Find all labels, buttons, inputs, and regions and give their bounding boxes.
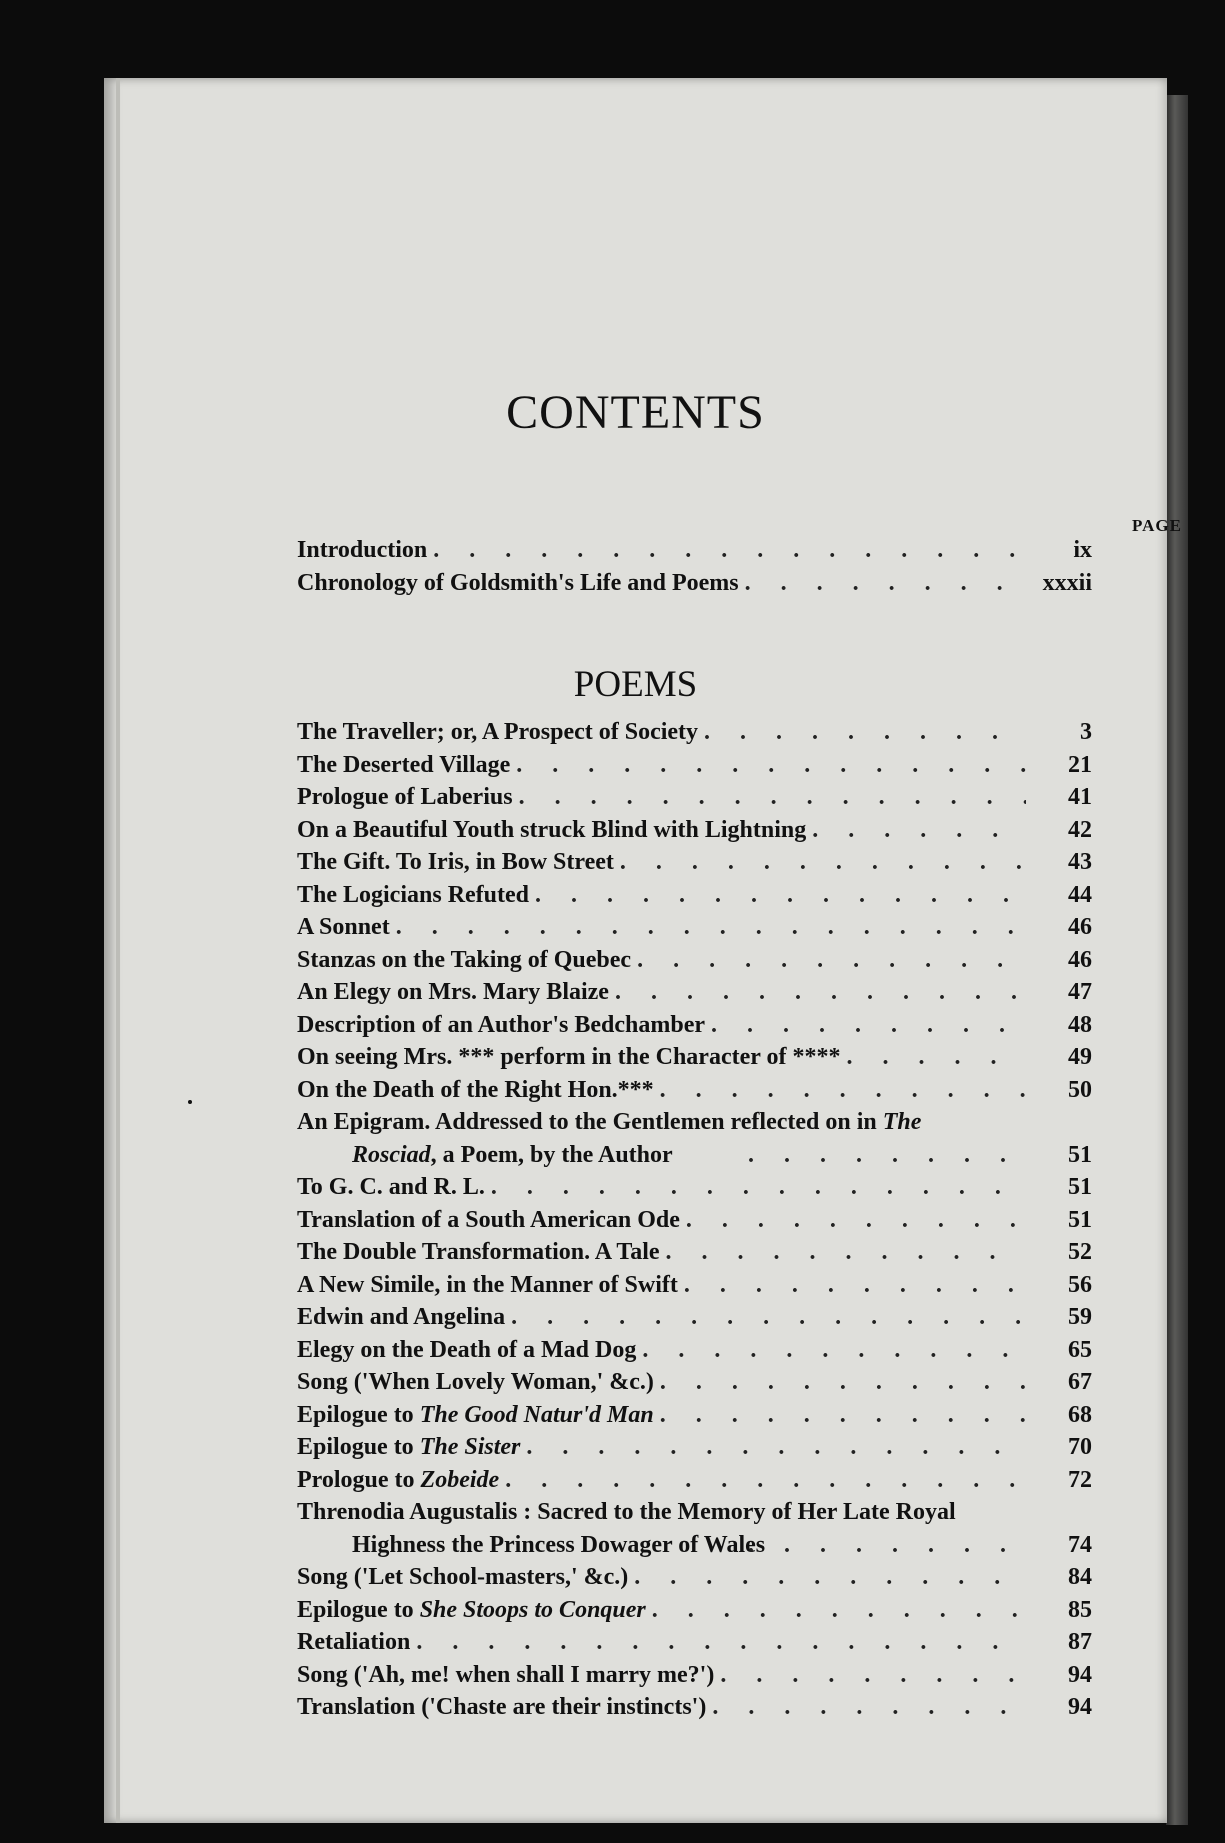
entry-title xyxy=(297,1464,499,1497)
entry-title-text: A New Simile, in the Manner of Swift xyxy=(297,1271,678,1298)
dot-leader xyxy=(491,1171,1026,1204)
entry-title xyxy=(297,911,390,944)
entry-title-text: Translation ('Chaste are their instincts') xyxy=(297,1694,707,1720)
dot-leader xyxy=(511,1301,1026,1334)
entry-page: 87 xyxy=(1068,1629,1092,1655)
toc-entry xyxy=(297,1171,1092,1204)
entry-title xyxy=(297,1171,485,1204)
entry-page: xxxii xyxy=(1042,569,1092,596)
dot-leader xyxy=(505,1464,1026,1497)
toc-entry xyxy=(297,1009,1092,1042)
dot-leader xyxy=(812,814,1026,847)
entry-title-text: An Elegy on Mrs. Mary Blaize xyxy=(297,979,609,1005)
dot-leader xyxy=(535,879,1026,912)
toc-entry xyxy=(297,716,1092,749)
dot-leader xyxy=(642,1334,1026,1367)
toc-entry xyxy=(297,781,1092,814)
toc-entry xyxy=(297,1561,1092,1594)
entry-title-line2: , a Poem, by the Author xyxy=(430,1141,673,1168)
entry-title xyxy=(297,781,513,814)
entry-page: 52 xyxy=(1068,1239,1092,1265)
dot-leader xyxy=(396,911,1026,944)
dot-leader xyxy=(660,1074,1026,1107)
entry-page: 51 xyxy=(1068,1174,1092,1200)
dot-leader xyxy=(745,567,1026,600)
toc-entry xyxy=(297,1204,1092,1237)
toc-entry xyxy=(297,846,1092,879)
toc-entry xyxy=(297,534,1092,567)
entry-title-text: Retaliation xyxy=(297,1629,411,1655)
entry-title xyxy=(297,1106,922,1168)
toc-entry xyxy=(297,1074,1092,1107)
toc-entry xyxy=(297,1464,1092,1497)
entry-title-text: The Deserted Village xyxy=(297,751,511,778)
entry-title xyxy=(297,814,806,847)
entry-title xyxy=(297,1561,628,1594)
entry-title-text: Prologue of Laberius xyxy=(297,784,513,810)
dot-leader xyxy=(637,944,1026,977)
entry-title xyxy=(297,1074,654,1107)
entry-title-text: Epilogue to xyxy=(297,1434,420,1460)
dot-leader xyxy=(519,781,1026,814)
entry-title xyxy=(297,1236,660,1269)
entry-page: 47 xyxy=(1068,979,1092,1005)
toc-entry xyxy=(297,1691,1092,1724)
toc-entry xyxy=(297,1236,1092,1269)
entry-title-line1: Threnodia Augustalis : Sacred to the Memory of Her Late Royal xyxy=(297,1499,956,1525)
toc-entry xyxy=(297,1106,1092,1171)
poems-list xyxy=(297,716,1092,1724)
entry-title-text: On a Beautiful Youth struck Blind with Lightning xyxy=(297,816,807,843)
entry-title-italic: Zobeide xyxy=(420,1466,500,1493)
entry-page: 43 xyxy=(1068,849,1092,875)
toc-entry xyxy=(297,1431,1092,1464)
entry-page: 48 xyxy=(1068,1011,1092,1038)
front-matter-list xyxy=(297,534,1092,599)
toc-entry xyxy=(297,1334,1092,1367)
entry-title-italic: Rosciad xyxy=(352,1141,431,1168)
toc-entry xyxy=(297,911,1092,944)
entry-title-continuation xyxy=(352,1139,673,1172)
entry-page: 49 xyxy=(1068,1044,1092,1070)
entry-page: 51 xyxy=(1068,1206,1092,1233)
book-page xyxy=(104,78,1182,1823)
entry-title-text: On the Death of the Right Hon.*** xyxy=(297,1076,654,1103)
entry-title xyxy=(297,879,529,912)
entry-title-italic: The Good Natur'd Man xyxy=(419,1401,654,1428)
entry-title-line1: An Epigram. Addressed to the Gentlemen reflected on in xyxy=(297,1109,883,1135)
entry-title-text: Translation of a South American Ode xyxy=(297,1206,680,1233)
entry-title-continuation xyxy=(352,1529,765,1562)
entry-page: 42 xyxy=(1068,816,1092,843)
entry-title xyxy=(297,1626,410,1659)
toc-entry xyxy=(297,879,1092,912)
toc-entry xyxy=(297,976,1092,1009)
entry-title-text: Epilogue to xyxy=(297,1596,420,1623)
dot-leader xyxy=(712,1691,1026,1724)
page-speck xyxy=(188,1100,192,1104)
entry-page: 44 xyxy=(1068,881,1092,908)
toc-entry xyxy=(297,1496,1092,1561)
toc-entry xyxy=(297,1399,1092,1432)
entry-title-italic: The Sister xyxy=(419,1434,521,1460)
dot-leader xyxy=(660,1366,1026,1399)
dot-leader xyxy=(652,1594,1026,1627)
entry-page: 94 xyxy=(1068,1694,1092,1720)
dot-leader xyxy=(516,749,1026,782)
toc-entry xyxy=(297,1366,1092,1399)
entry-title-italic: The xyxy=(882,1109,922,1135)
entry-title: Chronology of Goldsmith's Life and Poems xyxy=(297,569,739,596)
entry-title-text: Elegy on the Death of a Mad Dog xyxy=(297,1336,637,1363)
toc-entry xyxy=(297,1269,1092,1302)
dot-leader xyxy=(846,1041,1026,1074)
entry-page: 50 xyxy=(1068,1076,1092,1103)
entry-title-text: Song ('Ah, me! when shall I marry me?') xyxy=(297,1661,715,1688)
dot-leader xyxy=(660,1399,1026,1432)
entry-title xyxy=(297,1301,505,1334)
toc-entry xyxy=(297,1301,1092,1334)
entry-title xyxy=(297,1496,956,1558)
entry-title-text: Song ('Let School-masters,' &c.) xyxy=(297,1564,629,1590)
entry-title-text: Edwin and Angelina xyxy=(297,1304,506,1330)
entry-title xyxy=(297,1594,646,1627)
toc-entry xyxy=(297,814,1092,847)
entry-page: 94 xyxy=(1068,1661,1092,1688)
entry-page: 59 xyxy=(1068,1304,1092,1330)
toc-entry xyxy=(297,749,1092,782)
entry-title xyxy=(297,1399,654,1432)
entry-page: 21 xyxy=(1068,751,1092,778)
dot-leader xyxy=(666,1236,1026,1269)
entry-title xyxy=(297,1009,705,1042)
entry-title xyxy=(297,1691,706,1724)
entry-title-text: The Gift. To Iris, in Bow Street xyxy=(297,849,614,875)
dot-leader xyxy=(620,846,1026,879)
entry-page: 46 xyxy=(1068,914,1092,940)
entry-page: 41 xyxy=(1068,784,1092,810)
entry-title-line2: Highness the Princess Dowager of Wales xyxy=(352,1531,766,1558)
entry-page: 85 xyxy=(1068,1596,1092,1623)
page-column-header: PAGE xyxy=(1132,516,1182,535)
toc-entry xyxy=(297,1594,1092,1627)
entry-page: 46 xyxy=(1068,946,1092,973)
entry-page: 65 xyxy=(1068,1336,1092,1363)
scan-border-right xyxy=(1166,95,1188,1825)
entry-title-text: Epilogue to xyxy=(297,1401,420,1428)
entry-title xyxy=(297,1204,680,1237)
dot-leader xyxy=(704,716,1026,749)
page-title: CONTENTS xyxy=(506,386,765,439)
entry-title-text: Description of an Author's Bedchamber xyxy=(297,1011,705,1038)
entry-title xyxy=(297,1659,714,1692)
entry-title xyxy=(297,716,698,749)
entry-title xyxy=(297,749,510,782)
toc-entry xyxy=(297,567,1092,600)
entry-title: Introduction xyxy=(297,537,428,563)
dot-leader xyxy=(720,1659,1026,1692)
dot-leader xyxy=(416,1626,1026,1659)
dot-leader xyxy=(711,1009,1026,1042)
dot-leader xyxy=(748,1139,1014,1172)
entry-title-italic: She Stoops to Conquer xyxy=(419,1596,646,1623)
dot-leader xyxy=(433,534,1026,567)
dot-leader xyxy=(615,976,1026,1009)
entry-title-text: The Double Transformation. A Tale xyxy=(297,1239,660,1265)
toc-entry xyxy=(297,1626,1092,1659)
entry-page: 3 xyxy=(1080,719,1092,745)
toc-entry xyxy=(297,944,1092,977)
entry-title-text: Song ('When Lovely Woman,' &c.) xyxy=(297,1369,654,1395)
entry-title xyxy=(297,1041,840,1074)
entry-page: 74 xyxy=(1068,1531,1092,1558)
entry-title xyxy=(297,1269,678,1302)
section-heading-poems: POEMS xyxy=(573,664,698,705)
entry-page: 51 xyxy=(1068,1141,1092,1168)
entry-page: 70 xyxy=(1068,1434,1092,1460)
entry-title-text: The Traveller; or, A Prospect of Society xyxy=(297,719,699,745)
entry-title xyxy=(297,1366,654,1399)
dot-leader xyxy=(634,1561,1026,1594)
entry-title-text: To G. C. and R. L. xyxy=(297,1174,485,1200)
dot-leader xyxy=(748,1529,1014,1562)
dot-leader xyxy=(526,1431,1026,1464)
dot-leader xyxy=(684,1269,1026,1302)
entry-title xyxy=(297,846,614,879)
entry-page: ix xyxy=(1073,537,1092,563)
entry-title-text: A Sonnet xyxy=(297,914,390,940)
entry-title-text: On seeing Mrs. *** perform in the Character of **** xyxy=(297,1044,841,1070)
dot-leader xyxy=(686,1204,1026,1237)
entry-page: 56 xyxy=(1068,1271,1092,1298)
entry-title xyxy=(297,1334,636,1367)
entry-page: 67 xyxy=(1068,1369,1092,1395)
entry-title-text: The Logicians Refuted xyxy=(297,881,530,908)
entry-page: 68 xyxy=(1068,1401,1092,1428)
entry-page: 72 xyxy=(1068,1466,1092,1493)
entry-title xyxy=(297,944,631,977)
entry-title xyxy=(297,1431,520,1464)
toc-entry xyxy=(297,1659,1092,1692)
entry-title xyxy=(297,976,609,1009)
page-gutter-line xyxy=(116,78,120,1823)
entry-page: 84 xyxy=(1068,1564,1092,1590)
toc-entry xyxy=(297,1041,1092,1074)
entry-title-text: Stanzas on the Taking of Quebec xyxy=(297,946,632,973)
entry-title-text: Prologue to xyxy=(297,1466,421,1493)
